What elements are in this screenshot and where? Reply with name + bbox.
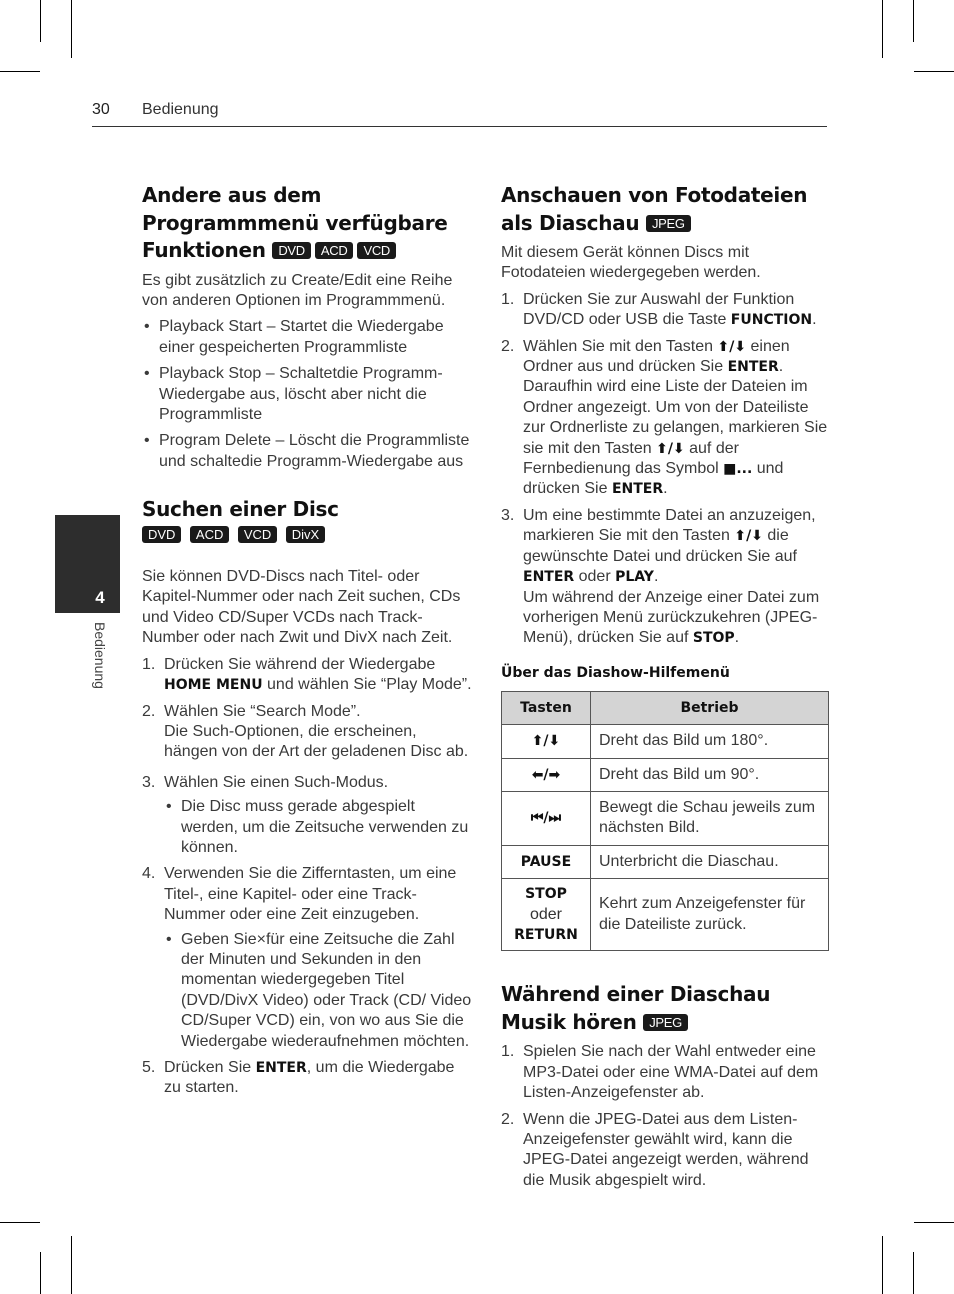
- crop-mark: [913, 1252, 914, 1294]
- table-row: [502, 758, 829, 791]
- crop-mark: [0, 1222, 40, 1223]
- paragraph: Sie können DVD-Discs nach Titel- oder Kapitel-Nummer oder nach Zeit suchen, CDs und Video CD/Super VCDs nach Track-Number oder nach Zwit und DivX nach Zeit.: [142, 568, 461, 647]
- crop-mark: [882, 1236, 883, 1294]
- section-title-programm: Andere aus dem Programmmenü verfügbare Funktionen DVD ACD VCD: [142, 183, 448, 262]
- badge-divx: DivX: [286, 526, 325, 543]
- table-row: [502, 725, 829, 758]
- arrow-up-down-icon: ⬆/⬇: [502, 725, 591, 758]
- list-item: • Program Delete – Löscht die Programmliste und schaltedie Programm-Wiedergabe aus: [142, 431, 472, 472]
- skip-prev-next-icon: ⏮/⏭: [502, 791, 591, 845]
- list-item: 2. Wählen Sie “Search Mode”. Die Such-Optionen, die erscheinen, hängen von der Art der geladenen Disc ab.: [142, 702, 469, 761]
- crop-mark: [71, 0, 72, 58]
- list-item: 2. Wenn die JPEG-Datei aus dem Listen-Anzeigefenster gewählt wird, kann die JPEG-Datei angezeigt werden, während die Musik abgespielt wird.: [501, 1110, 809, 1189]
- folder-icon: ■...: [723, 461, 753, 478]
- table-cell: Bewegt die Schau jeweils zum nächsten Bild.: [591, 791, 829, 845]
- crop-mark: [913, 0, 914, 42]
- section-title-suchen: Suchen einer Disc: [142, 497, 339, 522]
- list-item: 5. Drücken Sie ENTER, um die Wiedergabe zu starten.: [142, 1059, 455, 1097]
- list-item: 3. Um eine bestimmte Datei an anzuzeigen, markieren Sie mit den Tasten ⬆/⬇ die gewünschte Datei und drücken Sie auf ENTER oder PLAY. Um während der Anzeige einer Datei zum vorherigen Menü zurückzukehren (JPEG-Menü), drücken Sie auf STOP.: [501, 506, 820, 647]
- crop-mark: [914, 71, 954, 72]
- step-list: [501, 290, 831, 649]
- table-row: [502, 845, 829, 878]
- table-cell-key: STOP oder RETURN: [502, 879, 591, 951]
- badge-dvd: DVD: [142, 526, 181, 543]
- column-header: Tasten: [502, 692, 591, 725]
- page-number: 30: [92, 101, 110, 118]
- list-item: • Playback Start – Startet die Wiedergabe einer gespeicherten Programmliste: [142, 317, 472, 358]
- badge-vcd: VCD: [357, 242, 396, 259]
- step-list: [501, 1042, 831, 1191]
- arrow-left-right-icon: ⬅/➡: [502, 758, 591, 791]
- bullet-list: [142, 317, 472, 472]
- badge-row: [142, 526, 472, 547]
- crop-mark: [914, 1222, 954, 1223]
- list-item: 2. Wählen Sie mit den Tasten ⬆/⬇ einen Ordner aus und drücken Sie ENTER. Daraufhin wird eine Liste der Dateien im Ordner angezeigt. Um von der Dateiliste zur Ordnerliste zu gelangen, markieren Sie sie mit den Tasten ⬆/⬇ auf der Fernbedienung das Symbol ■... und drücken Sie ENTER.: [501, 337, 828, 498]
- table-header-row: [502, 692, 829, 725]
- header-rule: [92, 126, 827, 127]
- list-item: • Die Disc muss gerade abgespielt werden, um die Zeitsuche verwenden zu können.: [164, 797, 472, 858]
- table-cell: Kehrt zum Anzeigefenster für die Dateiliste zurück.: [591, 879, 829, 951]
- right-column: [501, 182, 831, 1197]
- list-item: • Playback Stop – Schaltetdie Programm-Wiedergabe aus, löscht aber nicht die Programmliste: [142, 364, 472, 425]
- paragraph: Es gibt zusätzlich zu Create/Edit eine Reihe von anderen Optionen im Programmmenü.: [142, 271, 453, 309]
- badge-acd: ACD: [190, 526, 229, 543]
- table-row: [502, 879, 829, 951]
- left-column: [142, 182, 472, 1105]
- crop-mark: [882, 0, 883, 58]
- crop-mark: [40, 1252, 41, 1294]
- column-header: Betrieb: [591, 692, 829, 725]
- chapter-label: Bedienung: [92, 622, 108, 689]
- arrow-up-down-icon: ⬆/⬇: [656, 440, 685, 457]
- header-section: Bedienung: [142, 101, 219, 118]
- section-title-diaschau: Anschauen von Fotodateien als Diaschau JPEG: [501, 183, 808, 235]
- badge-jpeg: JPEG: [643, 1014, 688, 1031]
- crop-mark: [0, 71, 40, 72]
- list-item: 1. Drücken Sie während der Wiedergabe HOME MENU und wählen Sie “Play Mode”.: [142, 655, 472, 694]
- table-row: [502, 791, 829, 845]
- crop-mark: [71, 1236, 72, 1294]
- list-item: 3. Wählen Sie einen Such-Modus. • Die Disc muss gerade abgespielt werden, um die Zeitsuche verwenden zu können.: [142, 773, 472, 859]
- badge-vcd: VCD: [238, 526, 277, 543]
- table-title: Über das Diashow-Hilfemenü: [501, 664, 730, 681]
- list-item: 1. Drücken Sie zur Auswahl der Funktion DVD/CD oder USB die Taste FUNCTION.: [501, 290, 817, 329]
- crop-mark: [40, 0, 41, 42]
- paragraph: Mit diesem Gerät können Discs mit Fotodateien wiedergegeben werden.: [501, 244, 761, 282]
- arrow-up-down-icon: ⬆/⬇: [734, 528, 763, 545]
- badge-jpeg: JPEG: [646, 215, 691, 232]
- step-list: [142, 655, 472, 1099]
- help-table: [501, 691, 829, 951]
- chapter-number: 4: [95, 588, 105, 607]
- badge-dvd: DVD: [272, 242, 311, 259]
- table-cell-key: PAUSE: [502, 845, 591, 878]
- list-item: 4. Verwenden Sie die Zifferntasten, um eine Titel-, eine Kapitel- oder eine Track-Nummer oder eine Zeit einzugeben. • Geben Sie×für eine Zeitsuche die Zahl der Minuten und Sekunden in den momentan wiedergegeben Titel (DVD/DivX Video) oder Track (CD/ Video CD/Super VCD) ein, von wo aus Sie die Wiedergabe wiederaufnehmen möchten.: [142, 864, 472, 1052]
- chapter-tab: [55, 515, 120, 613]
- table-cell: Unterbricht die Diaschau.: [591, 845, 829, 878]
- list-item: 1. Spielen Sie nach der Wahl entweder eine MP3-Datei oder eine WMA-Datei auf dem Listen-Anzeigefenster ab.: [501, 1043, 819, 1102]
- arrow-up-down-icon: ⬆/⬇: [717, 338, 747, 355]
- table-cell: Dreht das Bild um 90°.: [591, 758, 829, 791]
- table-cell: Dreht das Bild um 180°.: [591, 725, 829, 758]
- section-title-musik: Während einer Diaschau Musik hören JPEG: [501, 982, 771, 1034]
- list-item: • Geben Sie×für eine Zeitsuche die Zahl der Minuten und Sekunden in den momentan wiedergegeben Titel (DVD/DivX Video) oder Track (CD/ Video CD/Super VCD) ein, von wo aus Sie die Wiedergabe wiederaufnehmen möchten.: [164, 930, 472, 1052]
- badge-acd: ACD: [315, 242, 354, 259]
